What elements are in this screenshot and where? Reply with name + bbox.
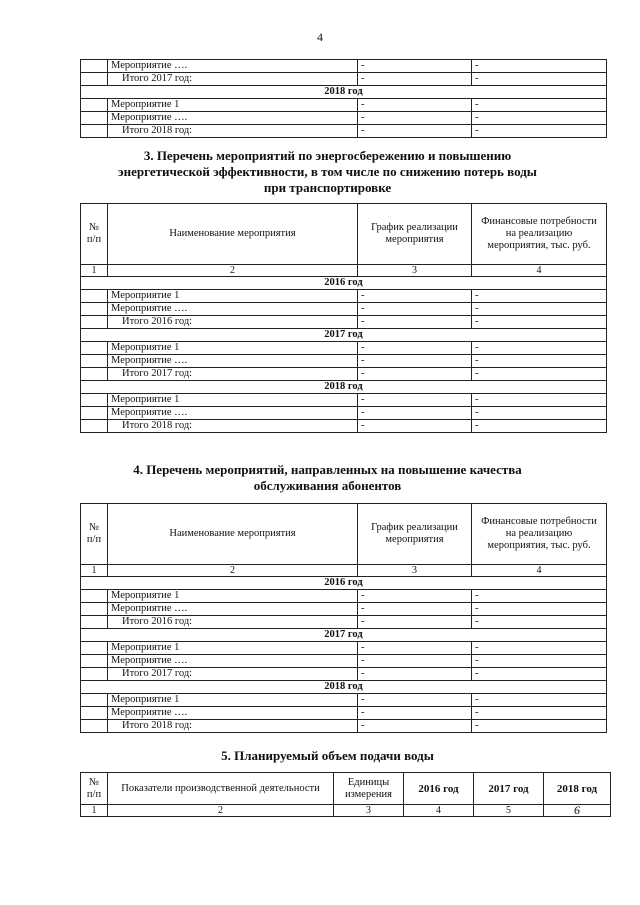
- col-number: 2: [108, 565, 358, 577]
- header-schedule: График реализации мероприятия: [358, 504, 472, 565]
- row-num-cell: [81, 342, 108, 355]
- activity-name: Мероприятие 1: [108, 342, 358, 355]
- schedule-cell: -: [358, 355, 472, 368]
- col-number: 5: [474, 805, 544, 817]
- year-label: 2017 год: [81, 329, 607, 342]
- table-row: [81, 112, 607, 125]
- year-label: 2018 год: [81, 86, 607, 99]
- total-label: Итого 2017 год:: [108, 368, 358, 381]
- section3-table: [80, 203, 607, 433]
- finance-cell: -: [472, 694, 607, 707]
- section5-table: [80, 772, 611, 817]
- activity-name: Мероприятие ….: [108, 355, 358, 368]
- finance-cell: -: [472, 125, 607, 138]
- header-num: № п/п: [81, 504, 108, 565]
- total-row: [81, 720, 607, 733]
- finance-cell: -: [472, 303, 607, 316]
- finance-cell: -: [472, 668, 607, 681]
- header-units: Единицы измерения: [334, 773, 404, 805]
- finance-cell: -: [472, 590, 607, 603]
- continuation-table: [80, 59, 607, 138]
- col-number: 4: [472, 265, 607, 277]
- col-number: 1: [81, 805, 108, 817]
- row-num-cell: [81, 394, 108, 407]
- header-name: Наименование мероприятия: [108, 504, 358, 565]
- section4-title-line2: обслуживания абонентов: [253, 478, 402, 493]
- col-number: 3: [358, 265, 472, 277]
- header-finance: Финансовые потребности на реализацию мероприятия, тыс. руб.: [472, 204, 607, 265]
- table-row: [81, 99, 607, 112]
- row-num-cell: [81, 720, 108, 733]
- activity-name: Мероприятие ….: [108, 60, 358, 73]
- finance-cell: -: [472, 707, 607, 720]
- schedule-cell: -: [358, 290, 472, 303]
- section4-title-line1: 4. Перечень мероприятий, направленных на повышение качества: [133, 462, 522, 477]
- row-num-cell: [81, 616, 108, 629]
- total-label: Итого 2018 год:: [108, 125, 358, 138]
- year-row: [81, 577, 607, 590]
- schedule-cell: -: [358, 112, 472, 125]
- section3-title-line2: энергетической эффективности, в том числе по снижению потерь воды: [118, 164, 537, 179]
- schedule-cell: -: [358, 394, 472, 407]
- total-label: Итого 2017 год:: [108, 73, 358, 86]
- table-row: [81, 303, 607, 316]
- col-number: 1: [81, 265, 108, 277]
- col-number: 2: [108, 805, 334, 817]
- col-number: 3: [334, 805, 404, 817]
- activity-name: Мероприятие ….: [108, 112, 358, 125]
- schedule-cell: -: [358, 368, 472, 381]
- finance-cell: -: [472, 642, 607, 655]
- table-row: [81, 407, 607, 420]
- row-num-cell: [81, 303, 108, 316]
- activity-name: Мероприятие ….: [108, 655, 358, 668]
- col-number: 4: [472, 565, 607, 577]
- header-finance: Финансовые потребности на реализацию мероприятия, тыс. руб.: [472, 504, 607, 565]
- schedule-cell: -: [358, 642, 472, 655]
- finance-cell: -: [472, 616, 607, 629]
- header-num: № п/п: [81, 773, 108, 805]
- schedule-cell: -: [358, 707, 472, 720]
- section3-title-line3: при транспортировке: [263, 180, 392, 195]
- schedule-cell: -: [358, 616, 472, 629]
- col-number: 6: [544, 805, 611, 817]
- row-num-cell: [81, 73, 108, 86]
- row-num-cell: [81, 125, 108, 138]
- total-row: [81, 616, 607, 629]
- finance-cell: -: [472, 316, 607, 329]
- schedule-cell: -: [358, 668, 472, 681]
- schedule-cell: -: [358, 303, 472, 316]
- row-num-cell: [81, 368, 108, 381]
- year-label: 2016 год: [81, 277, 607, 290]
- schedule-cell: -: [358, 60, 472, 73]
- year-row: [81, 277, 607, 290]
- finance-cell: -: [472, 73, 607, 86]
- table-row: [81, 694, 607, 707]
- row-num-cell: [81, 316, 108, 329]
- table-row: [81, 603, 607, 616]
- activity-name: Мероприятие ….: [108, 603, 358, 616]
- row-num-cell: [81, 112, 108, 125]
- year-label: 2016 год: [81, 577, 607, 590]
- section3-title-line1: 3. Перечень мероприятий по энергосбережению и повышению: [143, 148, 512, 163]
- year-row: [81, 629, 607, 642]
- header-2017: 2017 год: [474, 773, 544, 805]
- activity-name: Мероприятие ….: [108, 303, 358, 316]
- section5-title: 5. Планируемый объем подачи воды: [221, 748, 434, 763]
- table-row: [81, 655, 607, 668]
- table-row: [81, 707, 607, 720]
- activity-name: Мероприятие 1: [108, 99, 358, 112]
- total-label: Итого 2018 год:: [108, 420, 358, 433]
- activity-name: Мероприятие 1: [108, 590, 358, 603]
- row-num-cell: [81, 355, 108, 368]
- total-row: [81, 316, 607, 329]
- schedule-cell: -: [358, 316, 472, 329]
- finance-cell: -: [472, 60, 607, 73]
- schedule-cell: -: [358, 720, 472, 733]
- activity-name: Мероприятие 1: [108, 642, 358, 655]
- activity-name: Мероприятие ….: [108, 407, 358, 420]
- header-2018: 2018 год: [544, 773, 611, 805]
- table-row: [81, 394, 607, 407]
- table-row: [81, 290, 607, 303]
- finance-cell: -: [472, 420, 607, 433]
- finance-cell: -: [472, 290, 607, 303]
- schedule-cell: -: [358, 125, 472, 138]
- header-2016: 2016 год: [404, 773, 474, 805]
- col-number: 2: [108, 265, 358, 277]
- finance-cell: -: [472, 655, 607, 668]
- col-number: 3: [358, 565, 472, 577]
- year-label: 2017 год: [81, 629, 607, 642]
- row-num-cell: [81, 590, 108, 603]
- row-num-cell: [81, 290, 108, 303]
- finance-cell: -: [472, 394, 607, 407]
- total-row: [81, 668, 607, 681]
- year-label: 2018 год: [81, 381, 607, 394]
- row-num-cell: [81, 420, 108, 433]
- row-num-cell: [81, 60, 108, 73]
- schedule-cell: -: [358, 407, 472, 420]
- schedule-cell: -: [358, 590, 472, 603]
- table-row: [81, 342, 607, 355]
- year-row: [81, 681, 607, 694]
- row-num-cell: [81, 99, 108, 112]
- year-label: 2018 год: [81, 681, 607, 694]
- activity-name: Мероприятие 1: [108, 694, 358, 707]
- finance-cell: -: [472, 112, 607, 125]
- total-label: Итого 2016 год:: [108, 316, 358, 329]
- total-label: Итого 2016 год:: [108, 616, 358, 629]
- finance-cell: -: [472, 720, 607, 733]
- schedule-cell: -: [358, 603, 472, 616]
- total-row: [81, 73, 607, 86]
- activity-name: Мероприятие 1: [108, 394, 358, 407]
- row-num-cell: [81, 655, 108, 668]
- schedule-cell: -: [358, 342, 472, 355]
- row-num-cell: [81, 668, 108, 681]
- year-row: [81, 329, 607, 342]
- table-row: [81, 60, 607, 73]
- col-number: 4: [404, 805, 474, 817]
- total-label: Итого 2017 год:: [108, 668, 358, 681]
- total-row: [81, 125, 607, 138]
- col-number: 1: [81, 565, 108, 577]
- row-num-cell: [81, 694, 108, 707]
- activity-name: Мероприятие ….: [108, 707, 358, 720]
- row-num-cell: [81, 407, 108, 420]
- finance-cell: -: [472, 355, 607, 368]
- schedule-cell: -: [358, 73, 472, 86]
- schedule-cell: -: [358, 99, 472, 112]
- total-row: [81, 368, 607, 381]
- finance-cell: -: [472, 368, 607, 381]
- finance-cell: -: [472, 99, 607, 112]
- row-num-cell: [81, 642, 108, 655]
- row-num-cell: [81, 707, 108, 720]
- header-num: № п/п: [81, 204, 108, 265]
- section4-table: [80, 503, 607, 733]
- finance-cell: -: [472, 342, 607, 355]
- finance-cell: -: [472, 603, 607, 616]
- row-num-cell: [81, 603, 108, 616]
- year-row: [81, 381, 607, 394]
- total-label: Итого 2018 год:: [108, 720, 358, 733]
- activity-name: Мероприятие 1: [108, 290, 358, 303]
- page-number: 4: [317, 30, 323, 44]
- header-name: Наименование мероприятия: [108, 204, 358, 265]
- total-row: [81, 420, 607, 433]
- schedule-cell: -: [358, 420, 472, 433]
- finance-cell: -: [472, 407, 607, 420]
- year-row: [81, 86, 607, 99]
- table-row: [81, 590, 607, 603]
- schedule-cell: -: [358, 694, 472, 707]
- header-schedule: График реализации мероприятия: [358, 204, 472, 265]
- header-indicators: Показатели производственной деятельности: [108, 773, 334, 805]
- schedule-cell: -: [358, 655, 472, 668]
- table-row: [81, 642, 607, 655]
- table-row: [81, 355, 607, 368]
